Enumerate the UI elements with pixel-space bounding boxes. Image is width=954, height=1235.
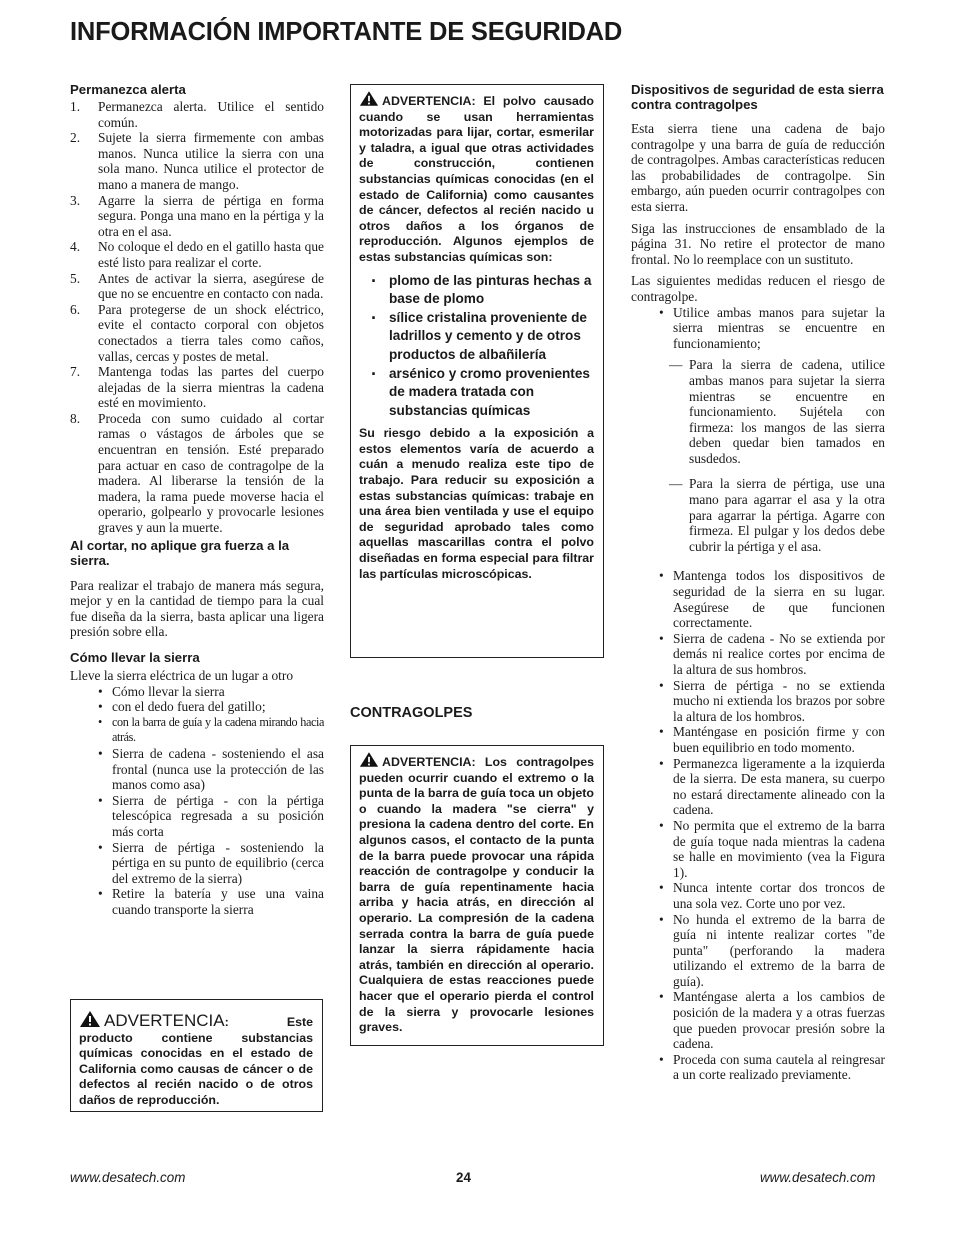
item-text: Proceda con sumo cuidado al cortar ramas o vástagos de árboles que se encuentran en tensión. Esté preparado para actuar en caso de contragolpe de la madera. Al liberarse la tensión de la madera, la rama puede moverse hacia el operario, golpearlo y provocarle lesiones graves y aun la muerte. (98, 410, 324, 536)
list-item: · arsénico y cromo provenientes de madera tratada con substancias químicas (359, 365, 594, 421)
paragraph-instrucciones: Siga las instrucciones de ensamblado de la página 31. No retire el protector de mano frontal. No lo reemplace con un sustituto. (631, 220, 885, 267)
heading-no-aplique-fuerza: Al cortar, no aplique gra fuerza a la sierra. (70, 537, 290, 568)
list-item (70, 193, 324, 240)
list-item (70, 239, 324, 270)
list-item: • Sierra de pértiga - sosteniendo la pértiga en su punto de equilibrio (cerca del extremo de la sierra) (70, 840, 324, 887)
list-item: — Para la sierra de pértiga, use una mano para agarrar el asa y la otra para agarrar la pértiga. Agarre con firmeza. El pulgar y los dedos debe cubrir la pértiga y el asa. (631, 476, 885, 554)
list-item: • Sierra de cadena - No se extienda por demás ni realice cortes por encima de la altura de sus hombros. (631, 631, 885, 678)
list-item: · plomo de las pinturas hechas a base de plomo (359, 272, 594, 309)
list-item: • Nunca intente cortar dos troncos de una sola vez. Corte uno por vez. (631, 880, 885, 911)
item-text: Mantenga todas las partes del cuerpo alejadas de la sierra mientras la cadena esté en movimiento. (98, 364, 324, 411)
item-text: Agarre la sierra de pértiga en forma segura. Ponga una mano en la pértiga y la otra en el asa. (98, 192, 324, 239)
list-item: • Cómo llevar la sierra (70, 684, 324, 700)
item-number: 6. (70, 301, 81, 317)
dust-warning-outro: Su riesgo debido a la exposición a estos elementos varía de acuerdo a cuán a menudo realiza este tipo de trabajo. Para reducir su exposición a estas substancias químicas: trabaje en una área bien ventilada y use el equipo de seguridad aprobado tales como aquellas mascarillas contra el polvo diseñadas en forma especial para filtrar las partículas microscópicas. (359, 426, 594, 581)
list-item: • Retire la batería y use una vaina cuando transporte la sierra (70, 886, 324, 917)
bullet-list (631, 568, 885, 1083)
item-text: Sujete la sierra firmemente con ambas manos. Nunca utilice la sierra con una sola mano. Nunca utilice el protector de mano a manera de mango. (98, 130, 324, 192)
heading-dispositivos: Dispositivos de seguridad de esta sierra contra contragolpes (631, 82, 884, 112)
page-number: 24 (456, 1170, 471, 1185)
list-item: • con el dedo fuera del gatillo; (70, 699, 324, 715)
dust-warning-intro: ADVERTENCIA: El polvo causado cuando se usan herramientas motorizadas para lijar, cortar, esmerilar y taladra, a igual que otras actividades de construcción, contienen substancias químicas conocidas (en el estado de California) como causantes de cáncer, defectos al recién nacido u otros daños a los órganos de reproducción. Algunos ejemplos de estas substancias químicas son: (359, 94, 594, 264)
warning-triangle-icon (359, 751, 379, 768)
warning-triangle-icon (79, 1010, 101, 1028)
list-item: • Sierra de cadena - sosteniendo el asa frontal (nunca use la protección de las manos como asa) (70, 746, 324, 793)
dash-list (631, 357, 885, 554)
bullet-list (70, 684, 324, 918)
list-item (70, 302, 324, 364)
item-number: 1. (70, 99, 81, 114)
list-item: · sílice cristalina proveniente de ladrillos y cemento y de otros productos de albañilería (359, 309, 594, 365)
section-contragolpes: CONTRAGOLPES (350, 705, 473, 721)
list-item: • Manténgase en posición firme y con buen equilibrio en todo momento. (631, 724, 885, 755)
list-item: • No permita que el extremo de la barra de guía toque nada mientras la cadena se halle en movimiento (vea la Figura 1). (631, 818, 885, 880)
footer-website-left[interactable]: www.desatech.com (70, 1170, 186, 1185)
item-number: 7. (70, 364, 81, 380)
warning-box-kickback (350, 745, 604, 1046)
list-item (70, 411, 324, 536)
paragraph-cadena: Esta sierra tiene una cadena de bajo contragolpe y una barra de guía de reducción de contragolpes. Ambas características reducen las probabilidades de contragolpe. Sin embargo, aún pueden ocurrir contragolpes con esta sierra. (631, 121, 885, 214)
warning-text: : Este producto contiene substancias químicas conocidas en el estado de California como causas de cáncer o de defectos al recién nacido o de otros daños de reproducción. (79, 1015, 313, 1107)
list-item: • con la barra de guía y la cadena mirando hacia atrás. (70, 715, 324, 746)
column-left (70, 82, 324, 918)
paragraph-lleve: Lleve la sierra eléctrica de un lugar a otro (70, 668, 294, 683)
heading-como-llevar: Cómo llevar la sierra (70, 650, 200, 665)
item-text: No coloque el dedo en el gatillo hasta que esté listo para realizar el corte. (98, 239, 324, 270)
warning-heading: ADVERTENCIA (104, 1011, 225, 1030)
numbered-list (70, 99, 324, 536)
item-number: 2. (70, 130, 81, 146)
warning-box-california (70, 999, 323, 1112)
footer-website-right[interactable]: www.desatech.com (760, 1170, 876, 1185)
bullet-ambas-manos (631, 305, 885, 352)
list-item (70, 130, 324, 192)
list-item: • Utilice ambas manos para sujetar la sierra mientras se encuentre en funcionamiento; (631, 305, 885, 352)
substance-list (359, 272, 594, 421)
column-right (631, 82, 885, 1083)
heading-permanezca-alerta: Permanezca alerta (70, 82, 186, 97)
page-title: INFORMACIÓN IMPORTANTE DE SEGURIDAD (70, 18, 623, 46)
list-item: • Sierra de pértiga - con la pértiga telescópica regresada a su posición más corta (70, 793, 324, 840)
list-item: • Proceda con suma cautela al reingresar a un corte realizado previamente. (631, 1052, 885, 1083)
item-number: 5. (70, 270, 81, 286)
item-text: Para protegerse de un shock eléctrico, evite el contacto corporal con objetos conectados a tierra tales como caños, vallas, cercas y postes de metal. (98, 301, 324, 364)
list-item: • Permanezca ligeramente a la izquierda de la sierra. De esta manera, su cuerpo no estará directamente alineado con la cadena. (631, 756, 885, 818)
item-number: 4. (70, 239, 81, 255)
list-item (70, 364, 324, 411)
list-item: • Manténgase alerta a los cambios de posición de la madera y a otras fuerzas que pueden provocar presión sobre la cadena. (631, 989, 885, 1051)
item-text: Antes de activar la sierra, asegúrese de que no se encuentre en contacto con nada. (98, 270, 324, 302)
item-number: 3. (70, 192, 81, 208)
paragraph-presion: Para realizar el trabajo de manera más segura, mejor y en la cantidad de tiempo para la cual fue diseña da la sierra, basta aplicar una ligera presión sobre ella. (70, 577, 324, 640)
list-item: — Para la sierra de cadena, utilice ambas manos para sujetar la sierra mientras se encuentre en funcionamiento. Sujétela con firmeza: los mangos de las sierra deben quedar bien tamados en susdedos. (631, 357, 885, 466)
list-item: • Sierra de pértiga - no se extienda mucho ni extienda los brazos por sobre la altura de los hombros. (631, 678, 885, 725)
list-item: • No hunda el extremo de la barra de guía ni intente realizar cortes "de punta" (perforando la madera utilizando el extremo de la barra de guía). (631, 912, 885, 990)
warning-triangle-icon (359, 90, 379, 107)
paragraph-medidas: Las siguientes medidas reducen el riesgo de contragolpe. (631, 273, 885, 304)
kickback-warning-text: ADVERTENCIA: Los contragolpes pueden ocurrir cuando el extremo o la punta de la barra de guía toca un objeto o cuando la madera "se cierra" y presiona la cadena dentro del corte. En algunos casos, el contacto de la punta de la barra puede provocar una rápida reacción de contragolpe y conducir la barra de guía repentinamente hacia arriba y hacia atrás, en dirección al operario. La compresión de la cadena serrada contra la barra de guía puede lanzar la sierra rápidamente hacia atrás, también en dirección al operario. Cualquiera de estas reacciones puede hacer que el operario pierda el control de la sierra y provocarle lesiones graves. (359, 755, 594, 1035)
item-text: Permanezca alerta. Utilice el sentido común. (98, 99, 324, 130)
item-number: 8. (70, 410, 81, 426)
list-item (70, 271, 324, 302)
warning-box-dust (350, 84, 604, 658)
list-item (70, 99, 324, 130)
list-item: • Mantenga todos los dispositivos de seguridad de la sierra en su lugar. Asegúrese de que funcionen correctamente. (631, 568, 885, 630)
